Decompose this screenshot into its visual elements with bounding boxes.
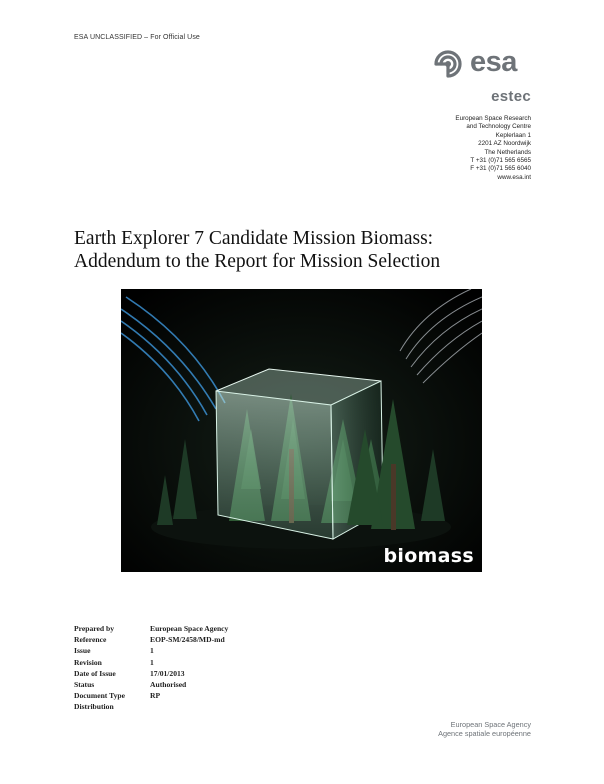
address-line: and Technology Centre (466, 123, 531, 131)
address-block (455, 115, 531, 182)
title-line: Earth Explorer 7 Candidate Mission Biomass: (74, 228, 434, 249)
table-row (74, 657, 228, 668)
table-row (74, 645, 228, 656)
meta-value: Authorised (150, 680, 187, 690)
meta-value: 1 (150, 657, 154, 667)
table-row (74, 679, 228, 690)
address-fax: F +31 (0)71 565 6040 (470, 165, 531, 173)
agency-name-en: European Space Agency (450, 720, 531, 729)
esa-logo-text: esa (470, 46, 517, 78)
meta-key: Date of Issue (74, 668, 116, 678)
meta-value: European Space Agency (150, 624, 229, 633)
meta-key: Revision (74, 657, 102, 667)
agency-footer (438, 720, 531, 738)
meta-key: Document Type (74, 691, 125, 701)
meta-value: 17/01/2013 (150, 668, 185, 678)
cover-biomass-label: biomass (383, 545, 474, 567)
classification-label: ESA UNCLASSIFIED – For Official Use (74, 34, 200, 41)
title-line: Addendum to the Report for Mission Selection (74, 251, 441, 272)
address-line: 2201 AZ Noordwijk (478, 140, 531, 148)
meta-key: Prepared by (74, 624, 115, 633)
address-line: Keplerlaan 1 (495, 131, 531, 139)
table-row (74, 690, 228, 701)
agency-name-fr: Agence spatiale européenne (438, 729, 531, 738)
address-line: The Netherlands (484, 148, 531, 156)
cover-image (121, 289, 482, 572)
meta-key: Issue (74, 646, 91, 656)
meta-value: 1 (150, 646, 154, 656)
document-metadata-table (74, 623, 228, 713)
meta-value (150, 701, 228, 712)
document-title (74, 227, 534, 273)
table-row (74, 634, 228, 645)
biomass-forest-illustration (121, 289, 482, 572)
meta-value: EOP-SM/2458/MD-md (150, 635, 225, 645)
address-phone: T +31 (0)71 565 6565 (470, 157, 531, 165)
meta-key: Distribution (74, 702, 114, 712)
table-row (74, 668, 228, 679)
meta-key: Reference (74, 635, 107, 645)
address-website: www.esa.int (497, 173, 531, 181)
address-line: European Space Research (455, 115, 531, 122)
table-row (74, 701, 228, 712)
meta-key: Status (74, 680, 95, 690)
meta-value: RP (150, 691, 161, 701)
table-row (74, 623, 228, 634)
estec-label: estec (491, 88, 531, 105)
